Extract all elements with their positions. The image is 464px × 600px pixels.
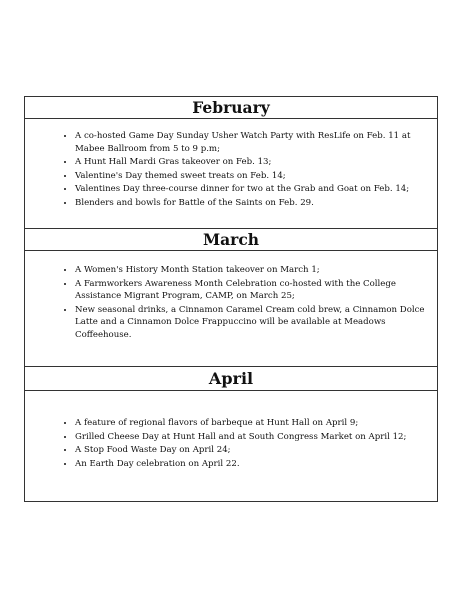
- list-item: • An Earth Day celebration on April 22.: [75, 458, 425, 471]
- section-body: [25, 391, 437, 470]
- event-list: [25, 119, 437, 210]
- section-march: [24, 228, 438, 367]
- section-february: [24, 96, 438, 229]
- section-title: April: [25, 367, 437, 391]
- section-title: March: [25, 229, 437, 251]
- list-item: • A co-hosted Game Day Sunday Usher Watch Party with ResLife on Feb. 11 at Mabee Ballroom from 5 to 9 p.m;: [75, 130, 425, 155]
- section-body: [25, 119, 437, 210]
- list-item: • A Farmworkers Awareness Month Celebration co-hosted with the College Assistance Migrant Program, CAMP, on March 25;: [75, 278, 425, 303]
- list-item: • Grilled Cheese Day at Hunt Hall and at South Congress Market on April 12;: [75, 431, 425, 444]
- event-list: [25, 251, 437, 342]
- section-body: [25, 251, 437, 342]
- list-item: • Blenders and bowls for Battle of the Saints on Feb. 29.: [75, 197, 425, 210]
- list-item: • A Stop Food Waste Day on April 24;: [75, 444, 425, 457]
- list-item: • A feature of regional flavors of barbeque at Hunt Hall on April 9;: [75, 417, 425, 430]
- section-title: February: [25, 97, 437, 119]
- list-item: • A Women's History Month Station takeover on March 1;: [75, 264, 425, 277]
- list-item: • Valentine's Day themed sweet treats on Feb. 14;: [75, 170, 425, 183]
- event-list: [25, 391, 437, 470]
- list-item: • New seasonal drinks, a Cinnamon Caramel Cream cold brew, a Cinnamon Dolce Latte and a Cinnamon Dolce Frappuccino will be available at Meadows Coffeehouse.: [75, 304, 425, 342]
- list-item: • A Hunt Hall Mardi Gras takeover on Feb. 13;: [75, 156, 425, 169]
- list-item: • Valentines Day three-course dinner for two at the Grab and Goat on Feb. 14;: [75, 183, 425, 196]
- section-april: [24, 366, 438, 502]
